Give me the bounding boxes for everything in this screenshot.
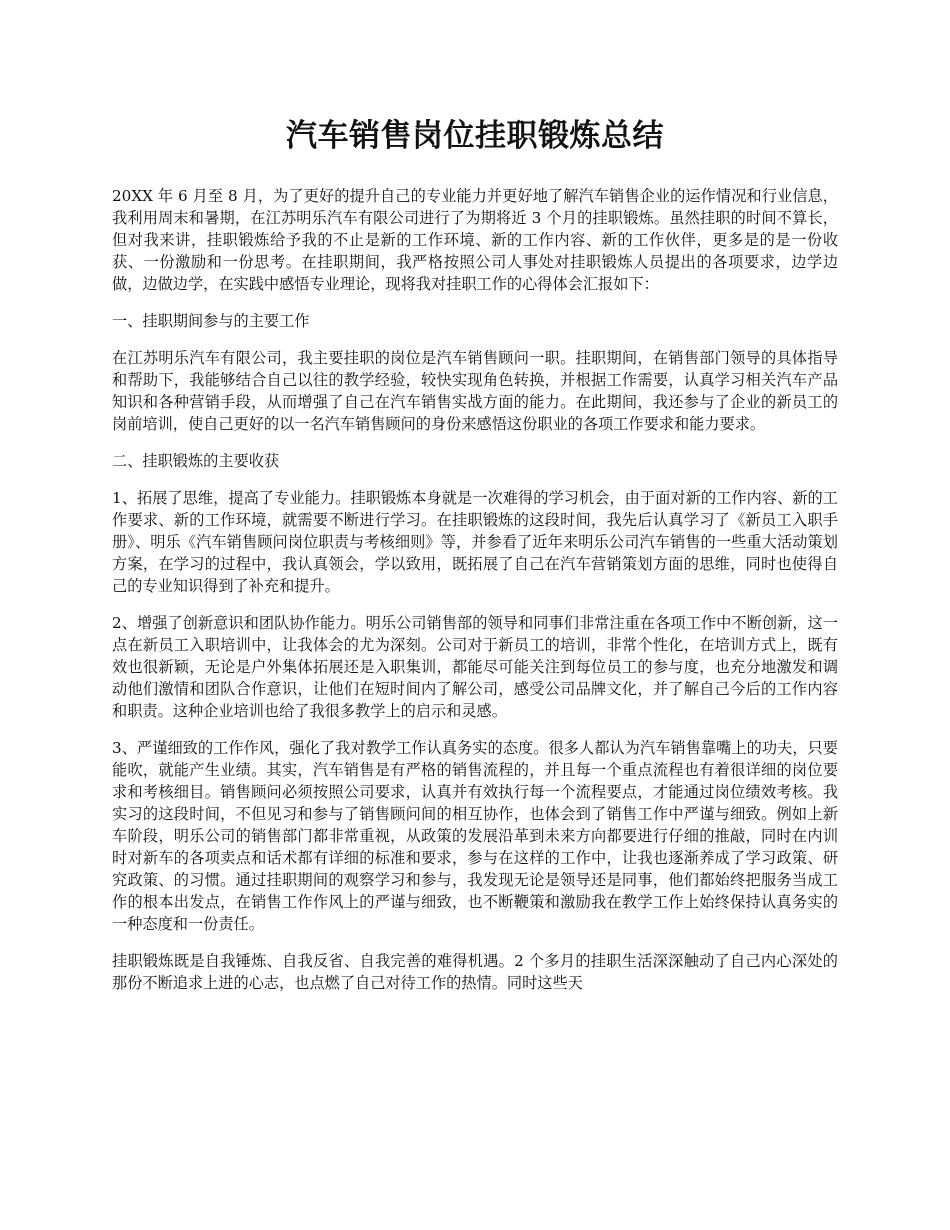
document-title: 汽车销售岗位挂职锻炼总结: [286, 118, 664, 154]
gain-paragraph-1: 1、拓展了思维，提高了专业能力。挂职锻炼本身就是一次难得的学习机会，由于面对新的工作内容、新的工作要求、新的工作环境，就需要不断进行学习。在挂职锻炼的这段时间，我先后认真学习了《新员工入职手册》、明乐《汽车销售顾问岗位职责与考核细则》等，并参看了近年来明乐公司汽车销售的一些重大活动策划方案，在学习的过程中，我认真领会，学以致用，既拓展了自己在汽车营销策划方面的思维，同时也使得自己的专业知识得到了补充和提升。: [112, 489, 838, 595]
intro-paragraph: 20XX 年 6 月至 8 月，为了更好的提升自己的专业能力并更好地了解汽车销售企业的运作情况和行业信息，我利用周末和暑期，在江苏明乐汽车有限公司进行了为期将近 3 个月的挂职锻炼。虽然挂职的时间不算长，但对我来讲，挂职锻炼给予我的不止是新的工作环境、新的工作内容、新的工作伙伴，更多是的是一份收获、一份激励和一份思考。在挂职期间，我严格按照公司人事处对挂职锻炼人员提出的各项要求，边学边做，边做边学，在实践中感悟专业理论，现将我对挂职工作的心得体会汇报如下：: [112, 187, 838, 293]
closing-paragraph: 挂职锻炼既是自我锤炼、自我反省、自我完善的难得机遇。2 个多月的挂职生活深深触动了自己内心深处的那份不断追求上进的心志，也点燃了自己对待工作的热情。同时这些天: [112, 952, 838, 992]
gain-paragraph-3: 3、严谨细致的工作作风，强化了我对教学工作认真务实的态度。很多人都认为汽车销售靠嘴上的功夫，只要能吹，就能产生业绩。其实，汽车销售是有严格的销售流程的，并且每一个重点流程也有着很详细的岗位要求和考核细目。销售顾问必须按照公司要求，认真并有效执行每一个流程要点，才能通过岗位绩效考核。我实习的这段时间，不但见习和参与了销售顾问间的相互协作，也体会到了销售工作中严谨与细致。例如上新车阶段，明乐公司的销售部门都非常重视，从政策的发展沿革到未来方向都要进行仔细的推敲，同时在内训时对新车的各项卖点和话术都有详细的标准和要求，参与在这样的工作中，让我也逐渐养成了学习政策、研究政策、的习惯。通过挂职期间的观察学习和参与，我发现无论是领导还是同事，他们都始终把服务当成工作的根本出发点，在销售工作作风上的严谨与细致，也不断鞭策和激励我在教学工作上始终保持认真务实的一种态度和一份责任。: [112, 739, 838, 933]
section-heading-gains: 二、挂职锻炼的主要收获: [112, 452, 280, 470]
main-work-paragraph: 在江苏明乐汽车有限公司，我主要挂职的岗位是汽车销售顾问一职。挂职期间，在销售部门领导的具体指导和帮助下，我能够结合自己以往的教学经验，较快实现角色转换，并根据工作需要，认真学习相关汽车产品知识和各种营销手段，从而增强了自己在汽车销售实战方面的能力。在此期间，我还参与了企业的新员工的岗前培训，使自己更好的以一名汽车销售顾问的身份来感悟这份职业的各项工作要求和能力要求。: [112, 349, 838, 433]
section-heading-main-work: 一、挂职期间参与的主要工作: [112, 312, 310, 330]
gain-paragraph-2: 2、增强了创新意识和团队协作能力。明乐公司销售部的领导和同事们非常注重在各项工作中不断创新，这一点在新员工入职培训中，让我体会的尤为深刻。公司对于新员工的培训，非常个性化，在培训方式上，既有效也很新颖，无论是户外集体拓展还是入职集训，都能尽可能关注到每位员工的参与度，也充分地激发和调动他们激情和团队合作意识，让他们在短时间内了解公司，感受公司品牌文化，并了解自己今后的工作内容和职责。这种企业培训也给了我很多教学上的启示和灵感。: [112, 614, 838, 720]
